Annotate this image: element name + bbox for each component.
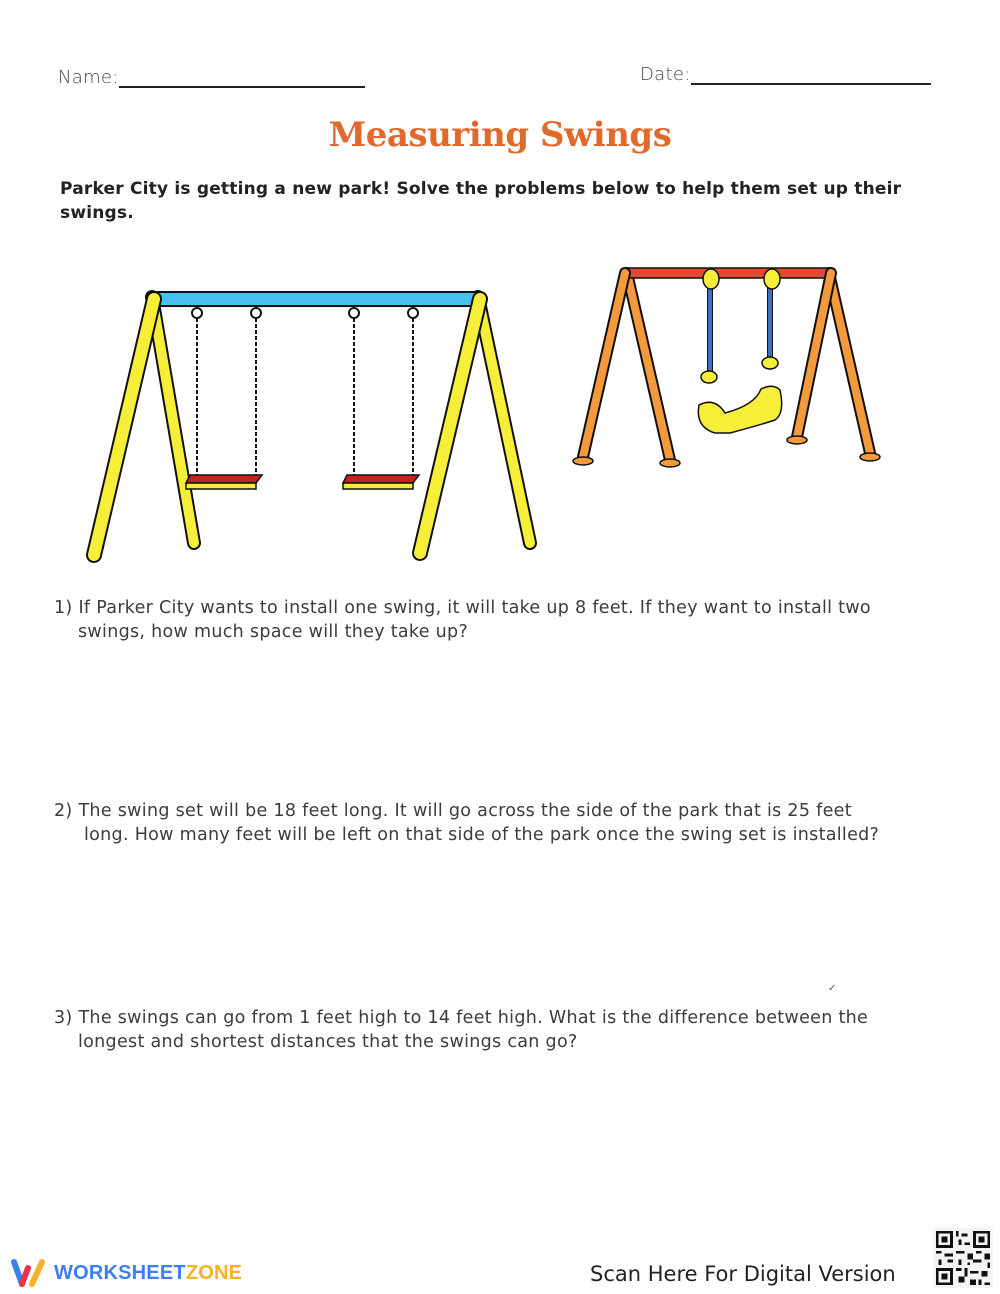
date-label: Date:	[640, 64, 691, 85]
check-mark-icon: ✓	[828, 983, 837, 994]
single-swing-set-illustration	[565, 255, 895, 475]
question-text-line1: The swing set will be 18 feet long. It will go across the side of the park that is 25 feet	[78, 801, 852, 821]
logo-text-zone: ZONE	[185, 1261, 243, 1284]
qr-code-icon[interactable]	[933, 1228, 993, 1288]
question-text-line1: The swings can go from 1 feet high to 14 feet high. What is the difference between the	[78, 1008, 869, 1028]
logo-w-icon	[10, 1258, 48, 1288]
worksheet-zone-logo[interactable]	[10, 1258, 242, 1288]
question-2	[54, 799, 934, 847]
page-title: Measuring Swings	[328, 115, 672, 155]
logo-text-worksheet: WORKSHEET	[54, 1261, 186, 1284]
name-line[interactable]	[119, 66, 365, 88]
question-number: 3)	[54, 1008, 73, 1028]
question-text-line2: longest and shortest distances that the swings can go?	[78, 1032, 578, 1052]
name-label: Name:	[58, 67, 119, 88]
date-line[interactable]	[691, 63, 931, 85]
question-number: 1)	[54, 598, 73, 618]
question-3	[54, 1006, 934, 1054]
question-text-line1: If Parker City wants to install one swing, it will take up 8 feet. If they want to install two	[78, 598, 871, 618]
scan-instruction: Scan Here For Digital Version	[590, 1262, 896, 1286]
swing-seat-right	[343, 475, 419, 489]
question-1	[54, 596, 934, 644]
date-field[interactable]	[640, 63, 931, 85]
swing-seat-left	[186, 475, 262, 489]
question-text-line2: swings, how much space will they take up?	[78, 622, 469, 642]
intro-text: Parker City is getting a new park! Solve the problems below to help them set up their swings.	[60, 179, 902, 223]
question-number: 2)	[54, 801, 73, 821]
question-text-line2: long. How many feet will be left on that side of the park once the swing set is installed?	[84, 825, 880, 845]
double-swing-set-illustration	[80, 285, 550, 570]
name-field[interactable]	[58, 66, 365, 88]
